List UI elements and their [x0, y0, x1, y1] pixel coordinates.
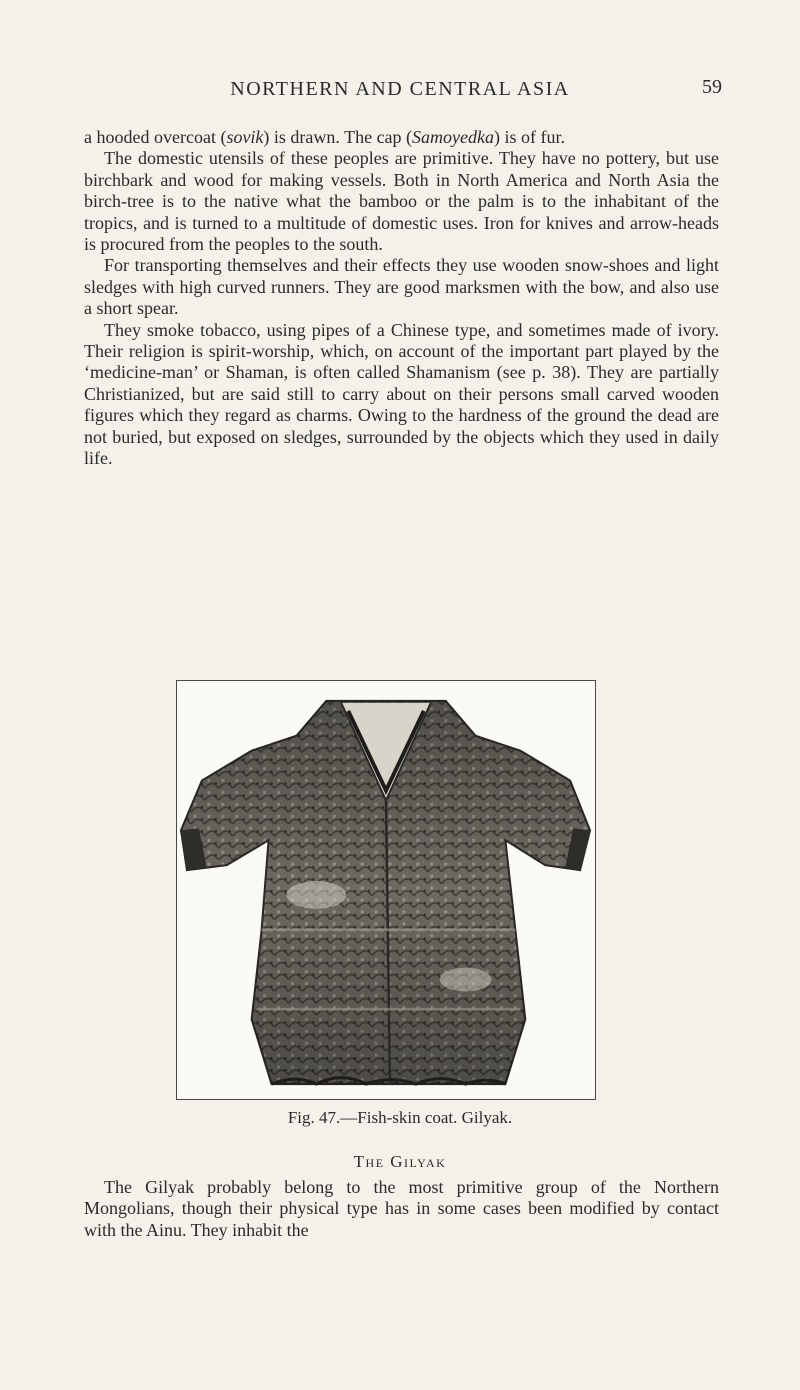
paragraph-1: a hooded overcoat (sovik) is drawn. The cap (Samoyedka) is of fur. — [84, 127, 566, 147]
section-paragraph: The Gilyak probably belong to the most primitive group of the Northern Mongolians, though their physical type has in some cases been modified by contact with the Ainu. They inhabit the — [84, 1177, 719, 1240]
section-heading: The Gilyak — [353, 1152, 447, 1171]
figure-caption: Fig. 47.—Fish-skin coat. Gilyak. — [287, 1108, 513, 1127]
term-samoyedka: Samoyedka — [412, 127, 495, 147]
section-body-text — [84, 1177, 719, 1241]
body-text — [84, 127, 719, 470]
page-header — [90, 76, 722, 106]
fish-skin-coat-image — [177, 681, 595, 1099]
paragraph-3: For transporting themselves and their effects they use wooden snow-shoes and light sledges with high curved runners. They are good marksmen with the bow, and also use a short spear. — [84, 255, 719, 319]
paragraph-2: The domestic utensils of these peoples are primitive. They have no pottery, but use birchbark and wood for making vessels. Both in North America and North Asia the birch-tree is to the native what the bamboo or the palm is to the inhabitant of the tropics, and is turned to a multitude of domestic uses. Iron for knives and arrow-heads is procured from the peoples to the south. — [84, 148, 719, 255]
term-sovik: sovik — [226, 127, 264, 147]
running-head: NORTHERN AND CENTRAL ASIA — [230, 78, 570, 100]
page-number: 59 — [702, 76, 722, 98]
paragraph-4: They smoke tobacco, using pipes of a Chinese type, and sometimes made of ivory. Their religion is spirit-worship, which, on account of the important part played by the ‘medicine-man’ or Shaman, is often called Shamanism (see p. 38). They are partially Christianized, but are said still to carry about on their persons small carved wooden figures which they regard as charms. Owing to the hardness of the ground the dead are not buried, but exposed on sledges, surrounded by the objects which they used in daily life. — [84, 319, 719, 469]
figure-fish-skin-coat — [176, 680, 596, 1100]
